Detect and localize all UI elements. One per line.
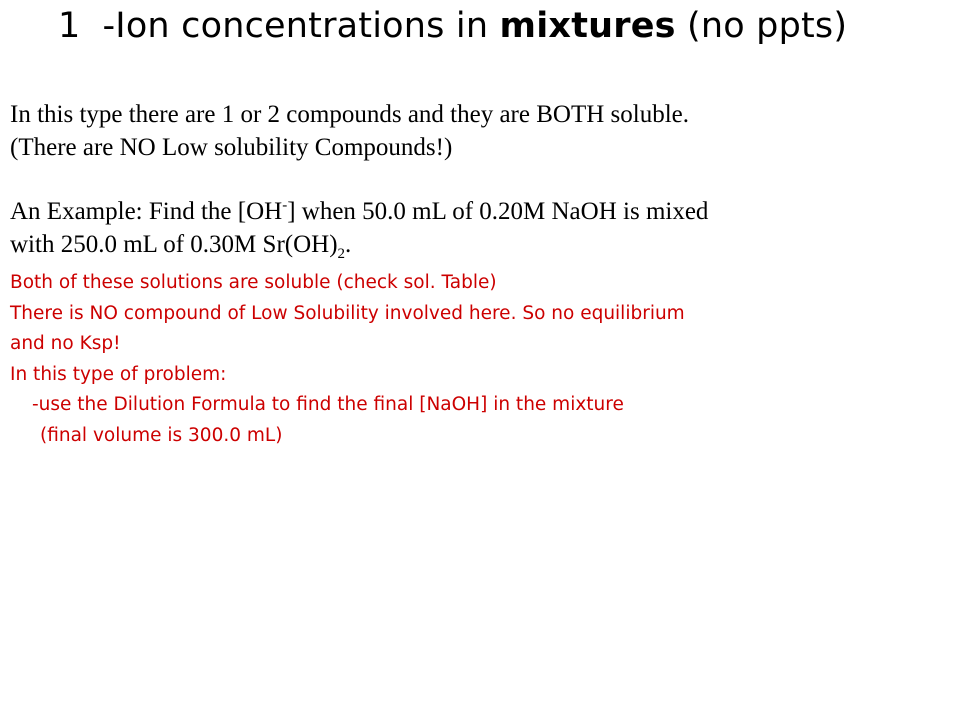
example-line-2 (10, 228, 708, 261)
intro-line-1: In this type there are 1 or 2 compounds and they are BOTH soluble. (10, 101, 689, 128)
example-text-1: An Example: Find the [OH (10, 198, 283, 225)
example-text-2: ] when 50.0 mL of 0.20M NaOH is mixed (287, 198, 709, 225)
note-line-3: and no Ksp! (10, 333, 121, 354)
example-text-3: with 250.0 mL of 0.30M Sr(OH) (10, 231, 338, 258)
example-text-4: . (345, 231, 352, 258)
title-suffix: (no ppts) (675, 6, 848, 46)
title-number: 1 (58, 6, 81, 46)
example-line-1 (10, 195, 708, 228)
title-prefix: -Ion concentrations in (102, 6, 500, 46)
solution-notes (10, 268, 685, 451)
hydroxide-subscript: 2 (337, 246, 346, 262)
title-bold-word: mixtures (499, 6, 676, 46)
intro-paragraph (10, 98, 689, 164)
intro-line-2: (There are NO Low solubility Compounds!) (10, 134, 453, 161)
note-line-2: There is NO compound of Low Solubility involved here. So no equilibrium (10, 302, 685, 324)
example-paragraph (10, 195, 708, 261)
hydroxide-charge: - (282, 197, 288, 214)
note-line-6: (final volume is 300.0 mL) (40, 424, 283, 446)
note-line-5: -use the Dilution Formula to find the final [NaOH] in the mixture (32, 394, 624, 415)
note-line-1: Both of these solutions are soluble (check sol. Table) (10, 272, 497, 293)
slide-title (58, 6, 847, 46)
note-line-4: In this type of problem: (10, 363, 227, 385)
